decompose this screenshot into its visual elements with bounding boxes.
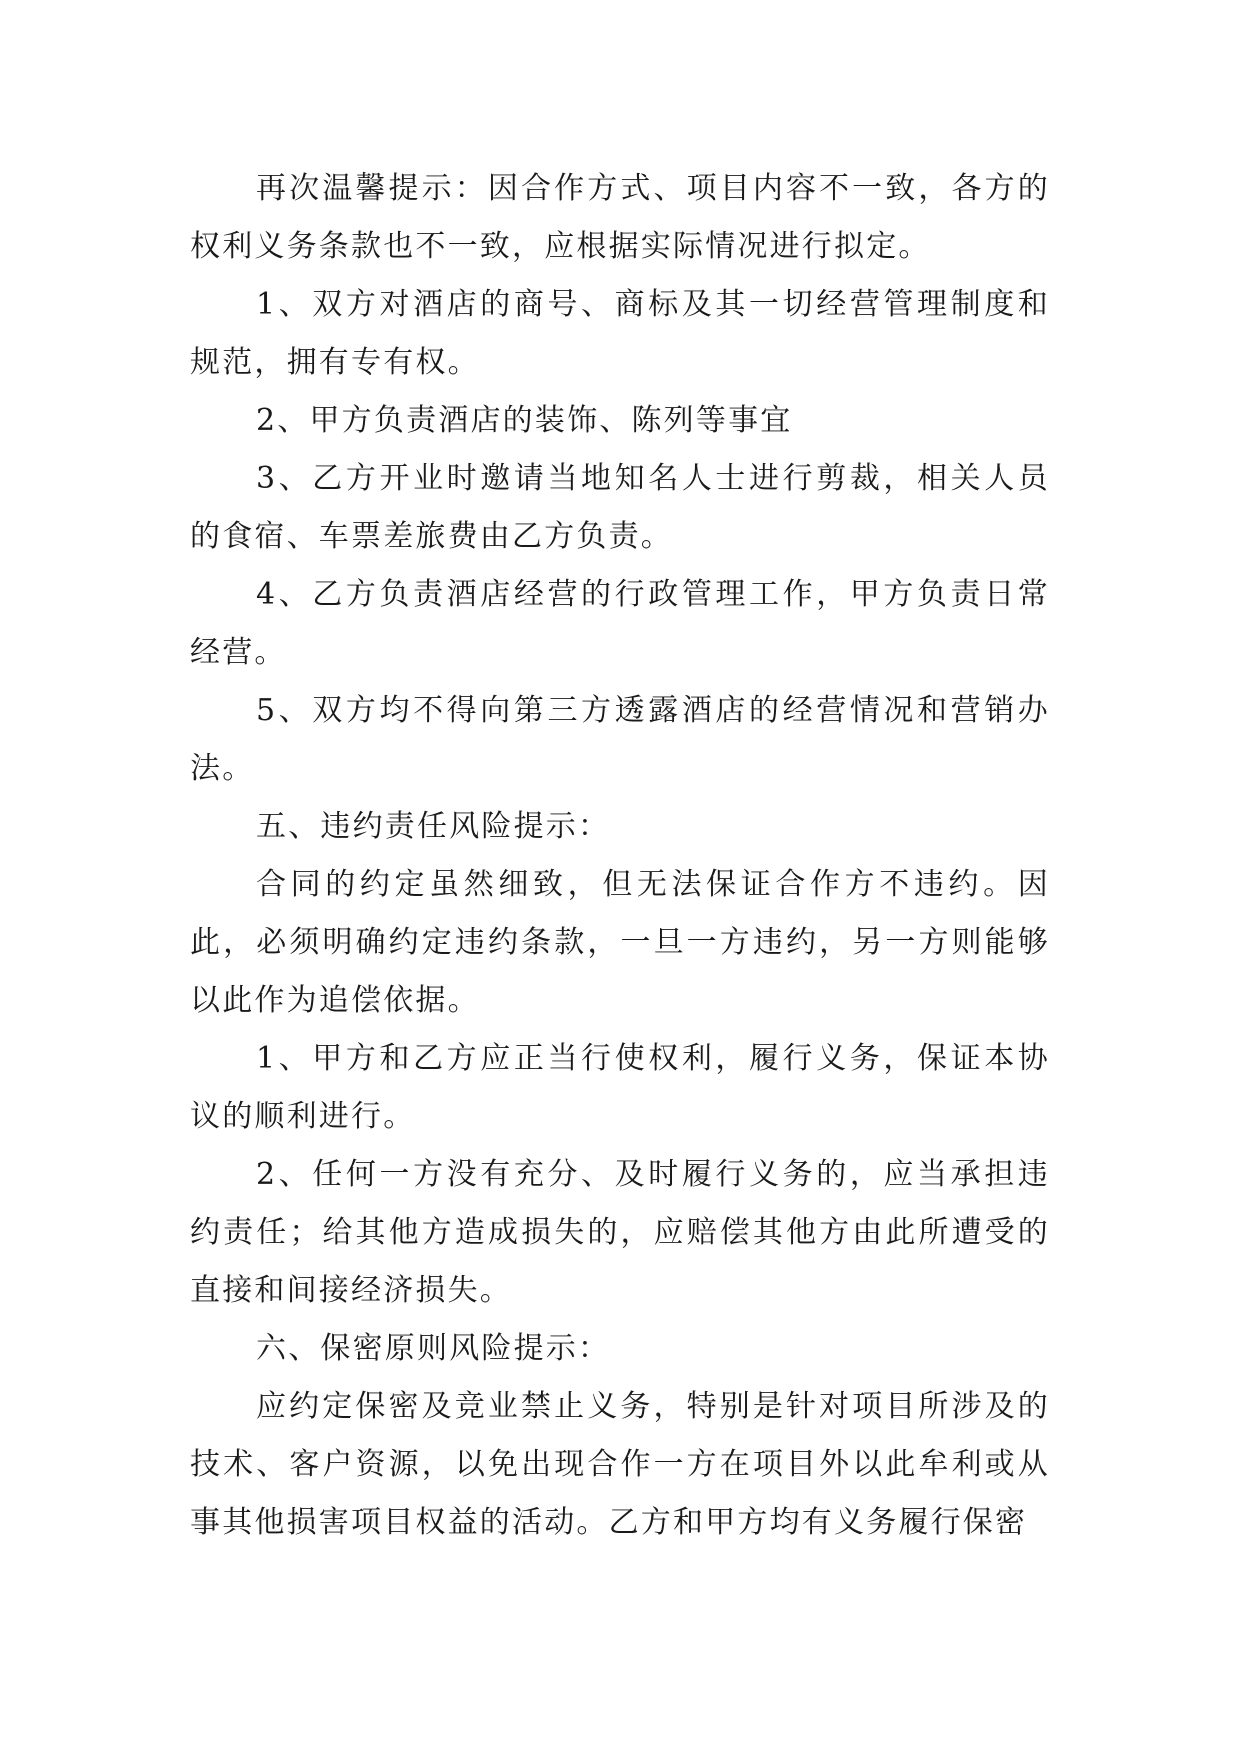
paragraph-confidentiality-intro: 应约定保密及竞业禁止义务，特别是针对项目所涉及的技术、客户资源，以免出现合作一方在项目外以此牟利或从事其他损害项目权益的活动。乙方和甲方均有义务履行保密 [190,1389,1050,1540]
document-body [190,160,1050,1552]
paragraph-item-3: 3、乙方开业时邀请当地知名人士进行剪裁，相关人员的食宿、车票差旅费由乙方负责。 [190,461,1050,554]
paragraph-item-1: 1、双方对酒店的商号、商标及其一切经营管理制度和规范，拥有专有权。 [190,287,1050,380]
paragraph-item-4: 4、乙方负责酒店经营的行政管理工作，甲方负责日常经营。 [190,577,1050,670]
paragraph-breach-item-1: 1、甲方和乙方应正当行使权利，履行义务，保证本协议的顺利进行。 [190,1041,1050,1134]
paragraph-reminder: 再次温馨提示：因合作方式、项目内容不一致，各方的权利义务条款也不一致，应根据实际情况进行拟定。 [190,171,1050,264]
paragraph-breach-intro: 合同的约定虽然细致，但无法保证合作方不违约。因此，必须明确约定违约条款，一旦一方违约，另一方则能够以此作为追偿依据。 [190,867,1050,1018]
paragraph-item-2: 2、甲方负责酒店的装饰、陈列等事宜 [256,403,793,438]
paragraph-item-5: 5、双方均不得向第三方透露酒店的经营情况和营销办法。 [190,693,1050,786]
section-heading-breach: 五、违约责任风险提示： [256,809,611,844]
section-heading-confidentiality: 六、保密原则风险提示： [256,1331,611,1366]
paragraph-breach-item-2: 2、任何一方没有充分、及时履行义务的，应当承担违约责任；给其他方造成损失的，应赔偿其他方由此所遭受的直接和间接经济损失。 [190,1157,1050,1308]
